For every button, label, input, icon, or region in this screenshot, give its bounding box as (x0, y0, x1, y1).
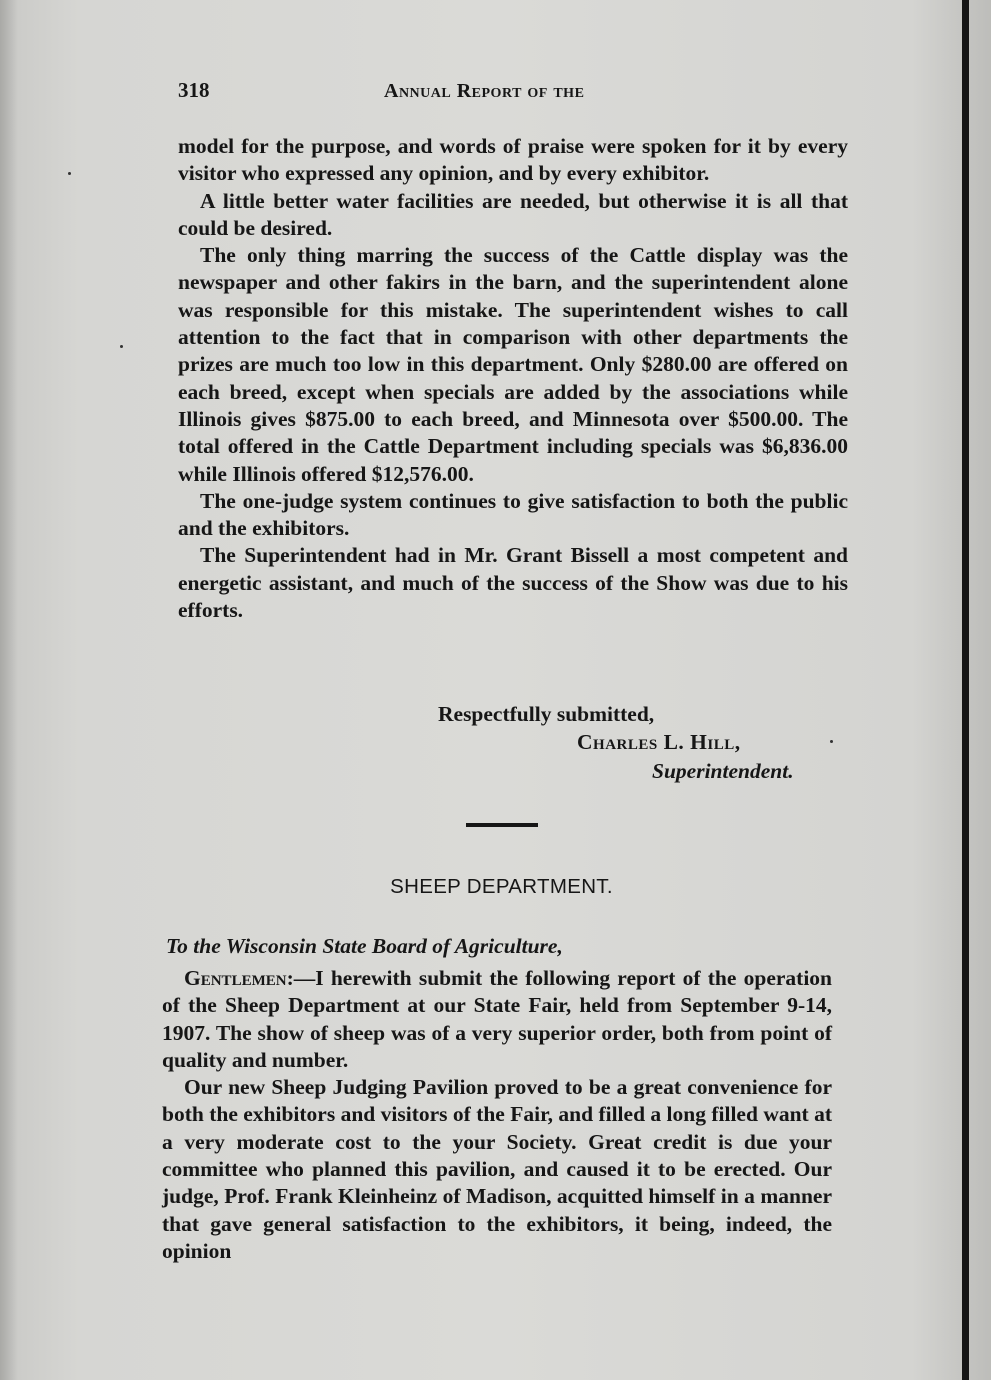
salutation: To the Wisconsin State Board of Agriculture, (166, 934, 563, 958)
running-header (178, 78, 838, 108)
paragraph: Our new Sheep Judging Pavilion proved to be a great convenience for both the exhibitors and visitors of the Fair, and filled a long filled want at a very moderate cost to the your Society. Great credit is due your committee who planned this pavilion, and caused it to be erected. Our judge, Prof. Frank Kleinheinz of Madison, acquitted himself in a manner that gave general satisfaction to the exhibitors, it being, indeed, the opinion (162, 1075, 832, 1263)
page-binding-shadow (962, 0, 969, 1380)
greeting: Gentlemen (184, 966, 287, 990)
signatory-name: Charles L. Hill, (577, 730, 741, 754)
paragraph: The only thing marring the success of the Cattle display was the newspaper and other fakirs in the barn, and the superintendent alone was responsible for this mistake. The superintendent wishes to call attention to the fact that in comparison with other departments the prizes are much too low in this department. Only $280.00 are offered on each breed, except when specials are added by the associations while Illinois gives $875.00 to each breed, and Minnesota over $500.00. The total offered in the Cattle Department including specials was $6,836.00 while Illinois offered $12,576.00. (178, 243, 848, 486)
paragraph: A little better water facilities are needed, but otherwise it is all that could be desired. (178, 188, 848, 240)
print-speck (68, 172, 71, 175)
paragraph: The one-judge system continues to give satisfaction to both the public and the exhibitors. (178, 488, 848, 541)
running-title: Annual Report of the (384, 80, 585, 102)
page-edge-shadow-left (0, 0, 18, 1380)
section-heading: SHEEP DEPARTMENT. (390, 875, 613, 898)
page-number: 318 (178, 78, 210, 102)
paragraph: model for the purpose, and words of praise were spoken for it by every visitor who expressed any opinion, and by every exhibitor. (178, 134, 848, 186)
section-divider (466, 823, 538, 827)
cattle-report-text (178, 133, 848, 624)
sheep-report-text (162, 965, 832, 1265)
closing-line: Respectfully submitted, (438, 702, 655, 726)
signatory-title: Superintendent. (652, 759, 794, 783)
paragraph (162, 965, 832, 1074)
paragraph: The Superintendent had in Mr. Grant Bissell a most competent and energetic assistant, and much of the success of the Show was due to his efforts. (178, 543, 848, 623)
print-speck (120, 345, 123, 348)
print-speck (830, 740, 833, 743)
paragraph-body: :—I herewith submit the following report of the operation of the Sheep Department at our State Fair, held from September 9-14, 1907. The show of sheep was of a very superior order, both from point of quality and number. (162, 966, 832, 1072)
